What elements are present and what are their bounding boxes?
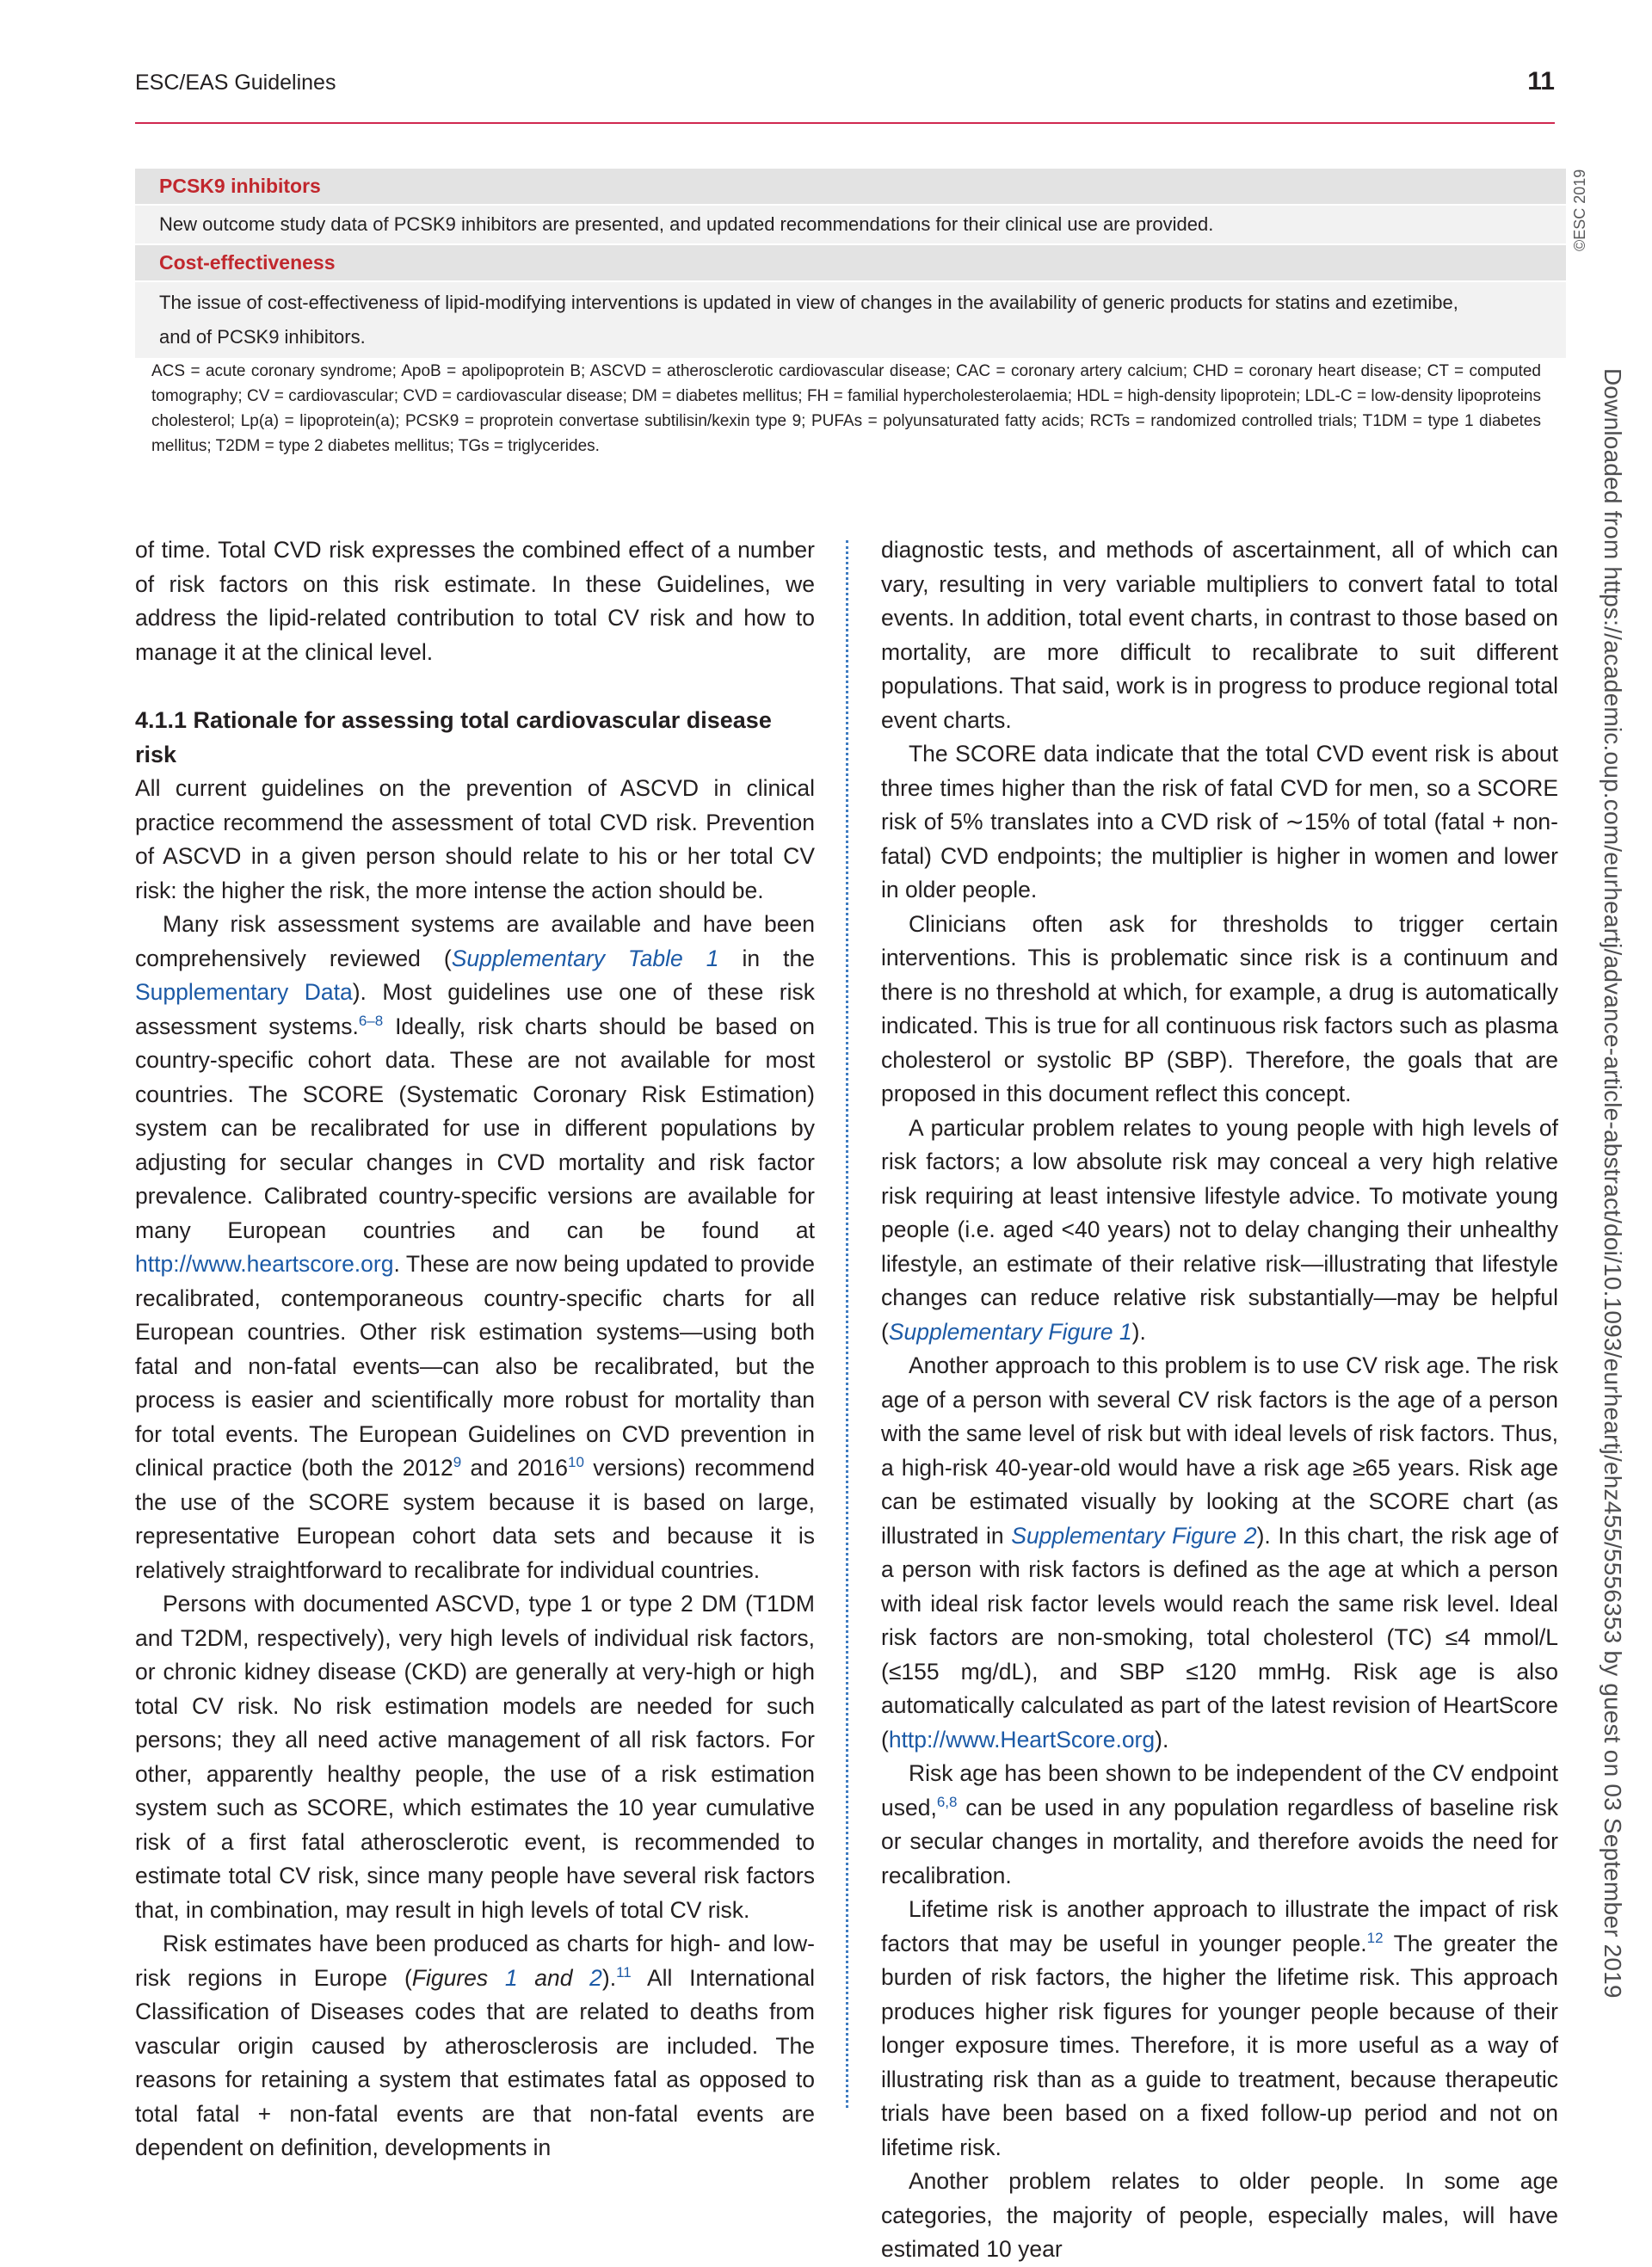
paragraph: Many risk assessment systems are available and have been comprehensively reviewed (Supplementary Table 1 in the Supplementary Data). Most guidelines use one of these risk assessment systems.$^{6-8}$ Ideally, risk charts should be based on country-specific cohort data. These are not available for most countries. The SCORE (Systematic Coronary Risk Estimation) system can be recalibrated for use in different populations by adjusting for secular changes in CVD mortality and risk factor prevalence. Calibrated country-specific versions are available for many European countries and can be found at http://www.heartscore.org. These are now being updated to provide recalibrated, contemporaneous country-specific charts for all European countries. Other risk estimation systems—using both fatal and non-fatal events—can also be recalibrated, but the process is easier and scientifically more robust for mortality than for total events. The European Guidelines on CVD prevention in clinical practice (both the 2012$^9$ and 2016$^{10}$ versions) recommend the use of the SCORE system because it is based on large, representative European cohort data sets and because it is relatively straightforward to recalibrate for individual countries. [135, 911, 815, 1583]
paragraph: Lifetime risk is another approach to illustrate the impact of risk factors that may be useful in younger people.$^{12}$ The greater the burden of risk factors, the higher the lifetime risk. This approach produces higher risk figures for younger people because of their longer exposure times. Therefore, it is more useful as a way of illustrating risk than as a guide to treatment, because therapeutic trials have been based on a fixed follow-up period and not on lifetime risk. [881, 1896, 1558, 2160]
paragraph: The SCORE data indicate that the total CVD event risk is about three times higher than the risk of fatal CVD for men, so a SCORE risk of 5% translates into a CVD risk of ∼15% of total (fatal + non-fatal) CVD endpoints; the multiplier is higher in women and lower in older people. [881, 741, 1558, 902]
supplementary-data-link[interactable]: Supplementary Data [135, 979, 353, 1005]
running-head: ESC/EAS Guidelines [135, 71, 336, 95]
cost-effectiveness-heading: Cost-effectiveness [135, 245, 1566, 280]
paragraph: A particular problem relates to young people with high levels of risk factors; a low absolute risk may conceal a very high relative risk requiring at least intensive lifestyle advice. To motivate young people (i.e. aged <40 years) not to delay changing their unhealthy lifestyle, an estimate of their relative risk—illustrating that lifestyle changes can reduce relative risk substantially—may be helpful (Supplementary Figure 1). [881, 1114, 1558, 1345]
paragraph: diagnostic tests, and methods of ascertainment, all of which can vary, resulting in very variable multipliers to convert fatal to total events. In addition, total event charts, in contrast to those based on mortality, are more difficult to recalibrate to suit different populations. That said, work is in progress to produce regional total event charts. [881, 537, 1558, 733]
paragraph: Another approach to this problem is to use CV risk age. The risk age of a person with several CV risk factors is the age of a person with the same level of risk but with ideal levels of risk factors. Thus, a high-risk 40-year-old would have a risk age ≥65 years. Risk age can be estimated visually by looking at the SCORE chart (as illustrated in Supplementary Figure 2). In this chart, the risk age of a person with risk factors is defined as the age at which a person with ideal risk factor levels would reach the same risk level. Ideal risk factors are non-smoking, total cholesterol (TC) ≤4 mmol/L (≤155 mg/dL), and SBP ≤120 mmHg. Risk age is also automatically calculated as part of the latest revision of HeartScore (http://www.HeartScore.org). [881, 1352, 1558, 1753]
citation[interactable]: 9 [453, 1454, 462, 1471]
supplementary-figure-link[interactable]: Supplementary Figure 1 [888, 1318, 1132, 1345]
right-column [881, 533, 1558, 2267]
cost-effectiveness-text: The issue of cost-effectiveness of lipid-modifying interventions is updated in view of changes in the availability of generic products for statins and ezetimibe, and of PCSK9 inhibitors. [135, 282, 1566, 358]
paragraph: Persons with documented ASCVD, type 1 or type 2 DM (T1DM and T2DM, respectively), very high levels of individual risk factors, or chronic kidney disease (CKD) are generally at very-high or high total CV risk. No risk estimation models are needed for such persons; they all need active management of all risk factors. For other, apparently healthy people, the use of a risk estimation system such as SCORE, which estimates the 10 year cumulative risk of a first fatal atherosclerotic event, is recommended to estimate total CV risk, since many people have several risk factors that, in combination, may result in high levels of total CV risk. [135, 1591, 815, 1923]
heartscore-link[interactable]: http://www.HeartScore.org [888, 1726, 1156, 1753]
pcsk9-text: New outcome study data of PCSK9 inhibitors are presented, and updated recommendations for their clinical use are provided. [135, 206, 1566, 243]
page-header [135, 67, 1555, 124]
left-column [135, 533, 815, 2165]
paragraph: Risk estimates have been produced as charts for high- and low-risk regions in Europe (Figures 1 and 2).$^{11}$ All International Classification of Diseases codes that are related to deaths from vascular origin caused by atherosclerosis are included. The reasons for retaining a system that estimates fatal as opposed to total fatal + non-fatal events are that non-fatal events are dependent on definition, developments in [135, 1931, 815, 2160]
paragraph: Risk age has been shown to be independent of the CV endpoint used,$^{6,8}$ can be used in any population regardless of baseline risk or secular changes in mortality, and therefore avoids the need for recalibration. [881, 1760, 1558, 1888]
figure-link[interactable]: 1 [504, 1964, 518, 1991]
pcsk9-heading: PCSK9 inhibitors [135, 169, 1566, 204]
paragraph: of time. Total CVD risk expresses the combined effect of a number of risk factors on this risk estimate. In these Guidelines, we address the lipid-related contribution to total CV risk and how to manage it at the clinical level. [135, 537, 815, 665]
supplementary-table-link[interactable]: Supplementary Table 1 [451, 945, 719, 971]
abbreviations-footnote: ACS = acute coronary syndrome; ApoB = apolipoprotein B; ASCVD = atherosclerotic cardiovascular disease; CAC = coronary artery calcium; CHD = coronary heart disease; CT = computed tomography; CV = cardiovascular; CVD = cardiovascular disease; DM = diabetes mellitus; FH = familial hypercholesterolaemia; HDL = high-density lipoprotein; LDL-C = low-density lipoproteins cholesterol; Lp(a) = lipoprotein(a); PCSK9 = proprotein convertase subtilisin/kexin type 9; PUFAs = polyunsaturated fatty acids; RCTs = randomized controlled trials; T1DM = type 1 diabetes mellitus; T2DM = type 2 diabetes mellitus; TGs = triglycerides. [151, 362, 1541, 455]
section-heading: 4.1.1 Rationale for assessing total cardiovascular disease risk [135, 707, 772, 767]
paragraph: Another problem relates to older people. In some age categories, the majority of people, especially males, will have estimated 10 year [881, 2168, 1558, 2262]
citation[interactable]: 10 [568, 1454, 584, 1471]
paragraph: All current guidelines on the prevention of ASCVD in clinical practice recommend the assessment of total CVD risk. Prevention of ASCVD in a given person should relate to his or her total CV risk: the higher the risk, the more intense the action should be. [135, 775, 815, 903]
column-divider [846, 540, 848, 2108]
copyright-note: ©ESC 2019 [1571, 169, 1588, 251]
citation[interactable]: 6,8 [936, 1793, 958, 1810]
download-watermark: Downloaded from https://academic.oup.com/eurheartj/advance-article-abstract/doi/10.1093/eurheartj/ehz455/5556353 by guest on 03 September 2019 [1600, 368, 1626, 1999]
whats-new-table [135, 169, 1566, 358]
citation[interactable]: 6–8 [358, 1012, 384, 1029]
paragraph: Clinicians often ask for thresholds to trigger certain interventions. This is problematic since risk is a continuum and there is no threshold at which, for example, a drug is automatically indicated. This is true for all continuous risk factors such as plasma cholesterol or systolic BP (SBP). Therefore, the goals that are proposed in this document reflect this concept. [881, 910, 1558, 1106]
citation[interactable]: 12 [1366, 1929, 1384, 1946]
heartscore-link[interactable]: http://www.heartscore.org [135, 1251, 394, 1277]
citation[interactable]: 11 [616, 1963, 632, 1981]
page-number: 11 [1527, 67, 1555, 95]
figure-link[interactable]: 2 [589, 1964, 602, 1991]
supplementary-figure-link[interactable]: Supplementary Figure 2 [1011, 1522, 1257, 1549]
